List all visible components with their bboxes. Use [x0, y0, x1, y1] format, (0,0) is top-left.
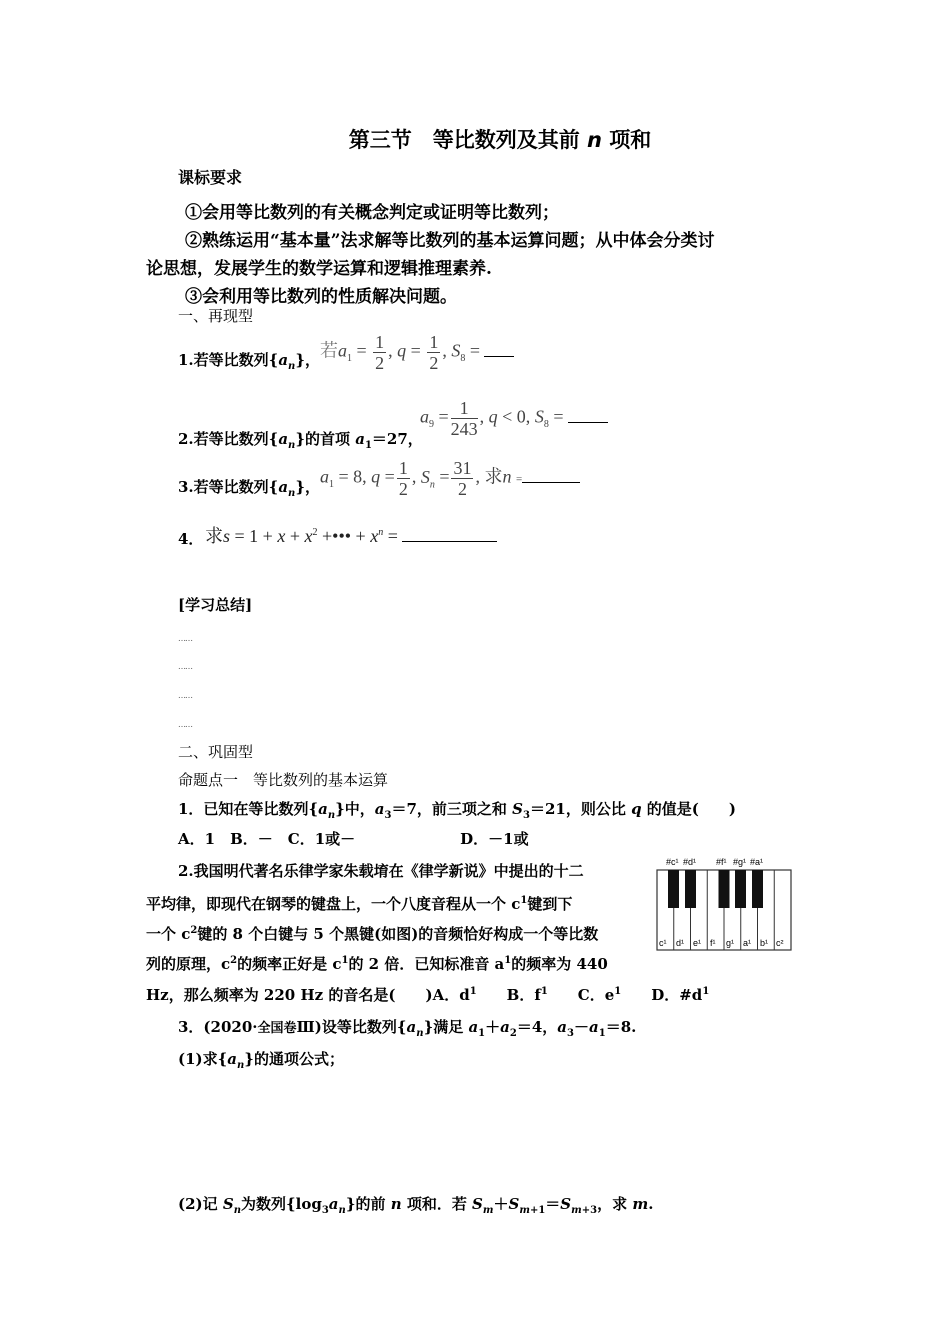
white-label-3: e¹	[693, 938, 702, 948]
requirement-3: ③会利用等比数列的性质解决问题。	[185, 287, 457, 307]
question-4-formula: 求$s = 1 + x + x^2$ +••• + $x^n$ =	[205, 522, 497, 548]
white-label-5: g¹	[726, 938, 735, 948]
summary-heading: [学习总结]	[178, 596, 253, 614]
problem-3-part-1: (1)求$\{a_n\}$的通项公式；	[178, 1050, 344, 1071]
question-1-text: 1.若等比数列$\{a_n\}$，	[178, 351, 320, 372]
black-key-dsharp	[685, 870, 696, 908]
question-4-text: 4．	[178, 530, 204, 548]
topic-one-heading: 命题点一 等比数列的基本运算	[178, 771, 389, 789]
black-label-1: #c¹	[666, 857, 679, 867]
summary-dots-4: ……	[178, 720, 192, 729]
requirements-heading: 课标要求	[178, 168, 243, 187]
question-1-formula: 若$a_1$ = $\frac{1}{2}$ , q = $\frac{1}{2}$ , $S_8$ =	[320, 332, 514, 373]
black-key-csharp	[668, 870, 679, 908]
white-label-7: b¹	[760, 938, 769, 948]
problem-2-line-5: Hz，那么频率为 220 Hz 的音名是( )A．$d^1$ B．$f^1$ C．$e^1$ D．$\#d^1$	[146, 986, 710, 1004]
black-key-gsharp	[735, 870, 746, 908]
problem-1-text: 1．已知在等比数列$\{a_n\}$中，$a_3=7$，前三项之和 $S_3=21$，则公比 q 的值是( )	[178, 800, 736, 821]
problem-2-line-3: 一个 $c^2$键的 8 个白键与 5 个黑键(如图)的音频恰好构成一个等比数	[146, 925, 599, 943]
white-label-6: a¹	[743, 938, 752, 948]
requirement-2: ②熟练运用“基本量”法求解等比数列的基本运算问题；从中体会分类讨	[185, 231, 715, 251]
summary-dots-1: ……	[178, 634, 192, 643]
piano-keyboard-figure	[655, 854, 793, 952]
problem-2-line-1: 2.我国明代著名乐律学家朱载堉在《律学新说》中提出的十二	[178, 862, 584, 880]
summary-dots-2: ……	[178, 662, 192, 671]
problem-3-part-2: (2)记 $S_n$为数列$\{\log_3a_n\}$的前 n 项和．若 $S_m+S_{m+1}=S_{m+3}$，求 m.	[178, 1195, 654, 1216]
question-3-formula: $a_1 = 8$, q = $\frac{1}{2}$ , $S_n$ = $\frac{31}{2}$ , 求n =	[320, 458, 580, 499]
section-two-heading: 二、巩固型	[178, 743, 254, 761]
black-label-2: #d¹	[683, 857, 697, 867]
white-label-1: c¹	[659, 938, 667, 948]
problem-3-text: 3．(2020·全国卷Ⅲ)设等比数列$\{a_n\}$满足 $a_1+a_2=4$，$a_3-a_1=8$.	[178, 1018, 637, 1039]
black-label-4: #g¹	[733, 857, 747, 867]
section-one-heading: 一、再现型	[178, 307, 254, 325]
problem-1-options: A．1 B．－ C．1或－ D．－1或	[178, 830, 529, 848]
white-label-2: d¹	[676, 938, 685, 948]
black-key-fsharp	[719, 870, 730, 908]
problem-2-line-2: 平均律，即现代在钢琴的键盘上，一个八度音程从一个 $c^1$键到下	[146, 895, 573, 913]
white-label-8: c²	[776, 938, 784, 948]
requirement-2-cont: 论思想，发展学生的数学运算和逻辑推理素养.	[146, 259, 492, 279]
problem-2-line-4: 列的原理，$c^2$的频率正好是 $c^1$的 2 倍．已知标准音 $a^1$的频率为 440	[146, 955, 608, 973]
requirement-1: ①会用等比数列的有关概念判定或证明等比数列；	[185, 203, 559, 223]
white-label-4: f¹	[710, 938, 716, 948]
black-label-5: #a¹	[750, 857, 764, 867]
black-key-asharp	[752, 870, 763, 908]
summary-dots-3: ……	[178, 691, 192, 700]
black-label-3: #f¹	[716, 857, 727, 867]
question-2-text: 2.若等比数列$\{a_n\}$的首项 $a_1=27$，	[178, 430, 423, 451]
question-2-formula: $a_9$ = $\frac{1}{243}$ , q < 0, $S_8$ =	[420, 398, 608, 439]
page-title: 第三节 等比数列及其前 n 项和	[348, 128, 652, 152]
question-3-text: 3.若等比数列$\{a_n\}$，	[178, 478, 320, 499]
